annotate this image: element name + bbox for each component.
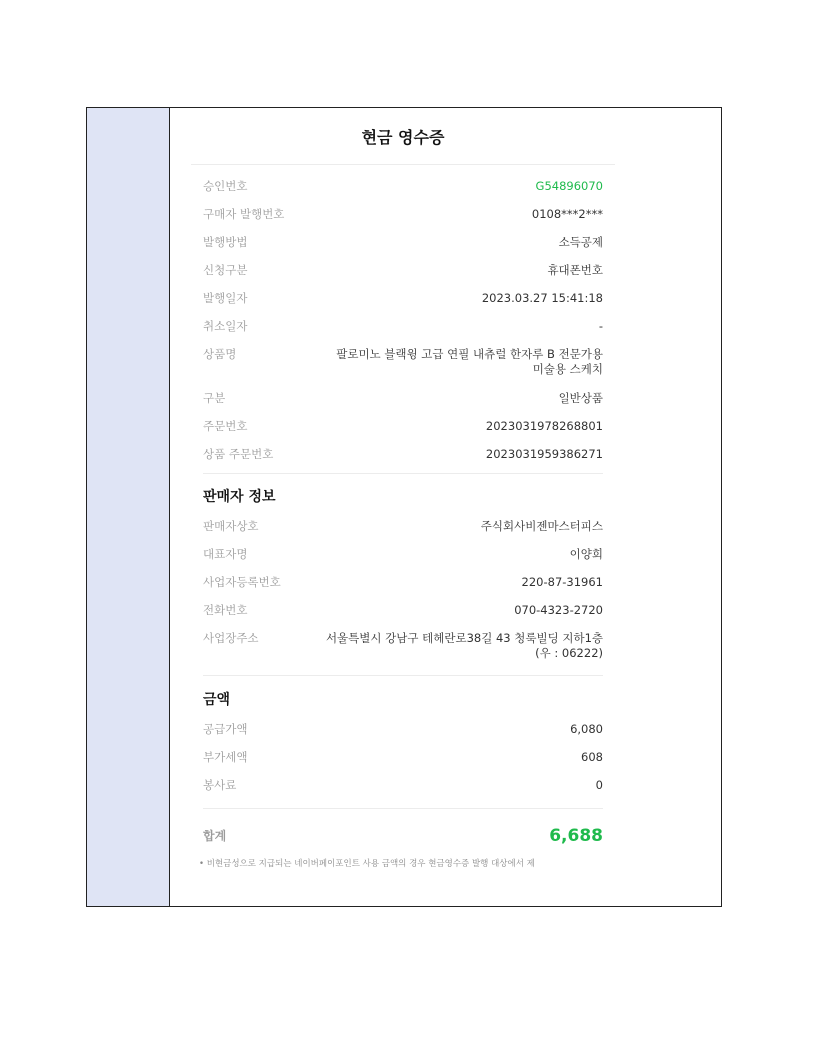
supply-amount-value: 6,080 [570,722,603,736]
buyer-number-value: 0108***2*** [531,207,603,221]
cash-receipt [191,108,615,869]
row-order-number [191,419,615,447]
product-name-line1: 팔로미노 블랙윙 고급 연필 내츄럴 한자루 B 전문가용 [336,347,603,361]
supply-amount-label: 공급가액 [203,722,248,736]
document-frame [86,107,722,907]
business-number-label: 사업자등록번호 [203,575,281,589]
row-approval-number [191,179,615,207]
row-product-name [191,347,615,391]
row-service-charge [191,778,615,796]
product-name-value [336,347,603,377]
row-category [191,391,615,419]
buyer-number-label: 구매자 발행번호 [203,207,285,221]
row-product-order-number [191,447,615,465]
address-line2: (우 : 06222) [535,646,603,660]
representative-value: 이양희 [569,547,603,561]
row-address [191,631,615,665]
approval-number-label: 승인번호 [203,179,248,193]
product-name-label: 상품명 [203,347,237,361]
address-label: 사업장주소 [203,631,259,645]
address-value [326,631,603,661]
row-business-number [191,575,615,603]
vat-value: 608 [581,750,603,764]
seller-heading: 판매자 정보 [203,489,276,505]
request-type-label: 신청구분 [203,263,248,277]
page-title: 현금 영수증 [361,128,445,147]
seller-name-value: 주식회사비젠마스터피스 [480,519,603,533]
row-representative [191,547,615,575]
row-seller-name [191,519,615,547]
cancel-date-label: 취소일자 [203,319,248,333]
total-label: 합계 [203,828,227,843]
category-label: 구분 [203,391,226,405]
approval-number-value: G54896070 [535,179,603,193]
cancel-date-value: - [598,319,603,333]
product-order-number-value: 2023031959386271 [485,447,603,461]
representative-label: 대표자명 [203,547,248,561]
request-type-value: 휴대폰번호 [547,263,603,277]
row-vat [191,750,615,778]
order-number-label: 주문번호 [203,419,248,433]
total-value: 6,688 [549,825,603,846]
amount-heading: 금액 [203,692,231,708]
issue-method-label: 발행방법 [203,235,248,249]
row-buyer-number [191,207,615,235]
business-number-value: 220-87-31961 [521,575,603,589]
vat-label: 부가세액 [203,750,248,764]
side-panel [87,108,170,906]
footnote: • 비현금성으로 지급되는 네이버페이포인트 사용 금액의 경우 현금영수증 발행 대상에서 제 [199,859,535,869]
row-issue-date [191,291,615,319]
phone-label: 전화번호 [203,603,248,617]
issue-method-value: 소득공제 [558,235,603,249]
seller-name-label: 판매자상호 [203,519,259,533]
order-number-value: 2023031978268801 [485,419,603,433]
row-total [191,823,615,849]
row-request-type [191,263,615,291]
row-cancel-date [191,319,615,347]
address-line1: 서울특별시 강남구 테헤란로38길 43 청룩빌딩 지하1층 [325,631,603,645]
row-issue-method [191,235,615,263]
category-value: 일반상품 [558,391,603,405]
service-charge-value: 0 [595,778,603,792]
row-phone [191,603,615,631]
row-supply-amount [191,722,615,750]
issue-date-label: 발행일자 [203,291,248,305]
issue-date-value: 2023.03.27 15:41:18 [481,291,603,305]
product-name-line2: 미술용 스케치 [532,362,603,376]
phone-value: 070-4323-2720 [514,603,603,617]
product-order-number-label: 상품 주문번호 [203,447,274,461]
service-charge-label: 봉사료 [203,778,237,792]
